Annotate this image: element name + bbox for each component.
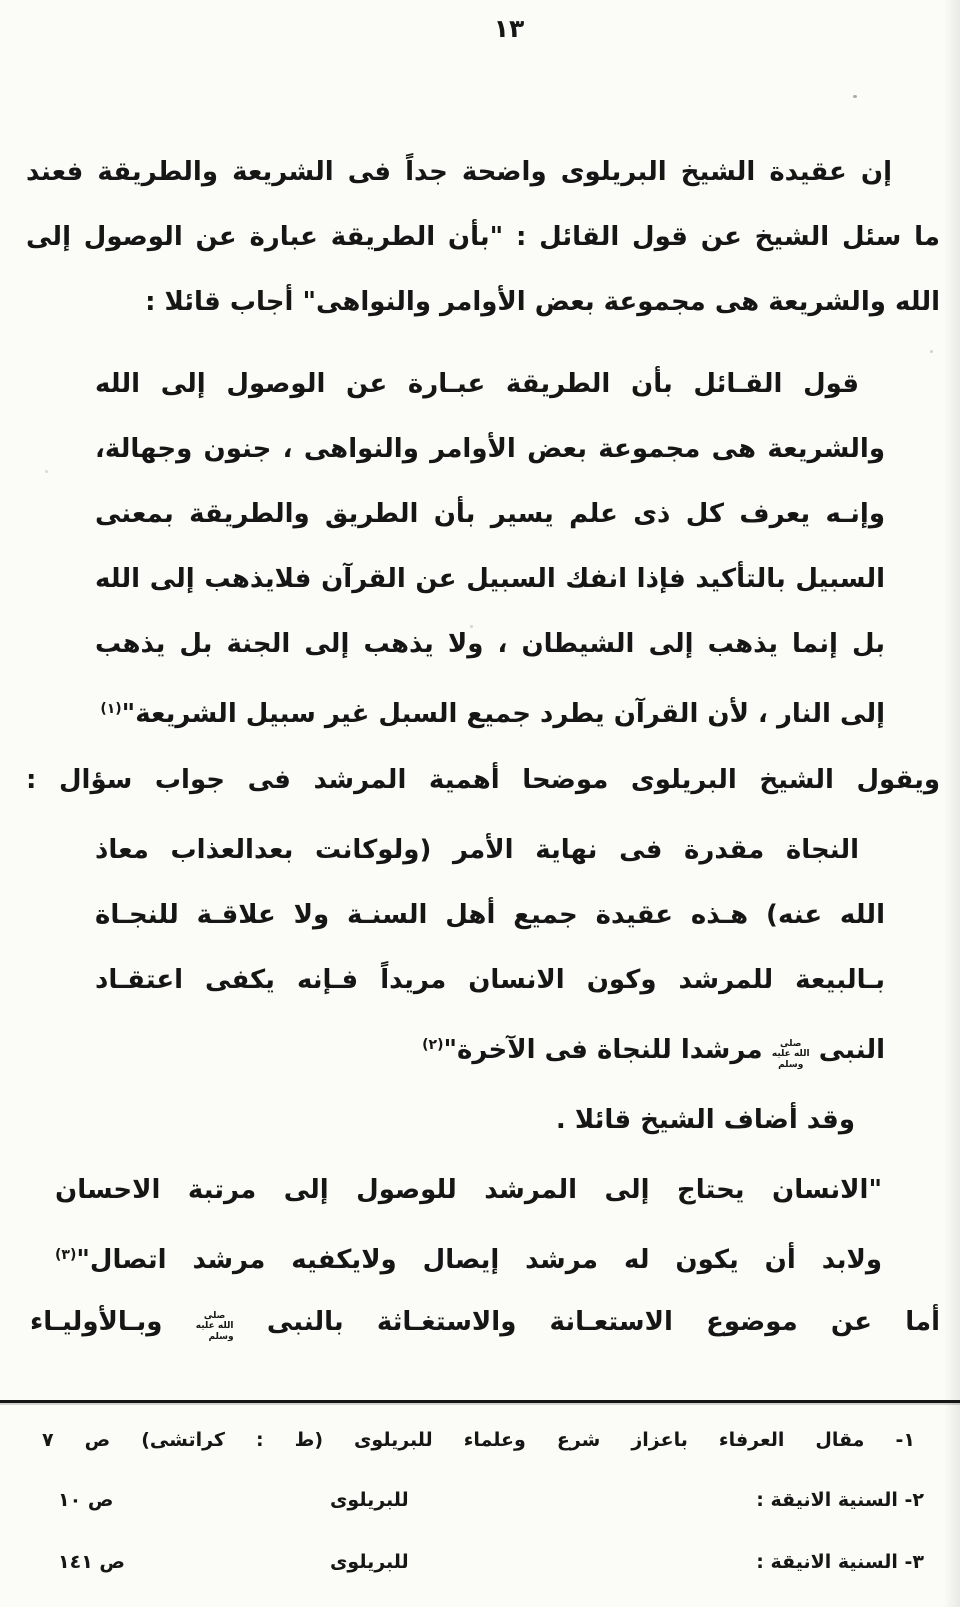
footnote-row	[42, 1422, 915, 1464]
scan-speck	[853, 95, 857, 98]
footnote-marker-1: (١)	[100, 701, 122, 717]
footnote-marker-3: (٣)	[55, 1247, 77, 1263]
text-line: والشريعة هى مجموعة بعض الأوامر والنواهى ، جنون وجهالة،	[95, 434, 885, 464]
paragraph-intro	[26, 140, 940, 335]
text-line: بـالبيعة للمرشد وكون الانسان مريداً فـإنه يكفى اعتقـاد	[95, 965, 885, 995]
text-line: ويقول الشيخ البريلوى موضحا أهمية المرشد فى جواب سؤال :	[26, 765, 940, 795]
footnote-title: مقال العرفاء باعزاز شرع وعلماء	[463, 1429, 865, 1451]
text-line: الله عنه) هـذه عقيدة جميع أهل السنـة ولا علاقـة للنجـاة	[95, 900, 885, 930]
scan-speck	[45, 470, 48, 473]
text-line	[95, 1013, 885, 1083]
text-line: الله والشريعة هى مجموعة بعض الأوامر والنواهى" أجاب قائلا :	[145, 287, 940, 317]
text-line	[95, 677, 885, 747]
text-line: بل إنما يذهب إلى الشيطان ، ولا يذهب إلى الجنة بل يذهب	[95, 629, 885, 659]
quote-block-najah	[95, 818, 885, 1083]
paragraph-murshid-intro	[26, 748, 940, 813]
quote-last-line-text: إلى النار ، لأن القرآن يطرد جميع السبل غير سبيل الشريعة"	[121, 699, 885, 729]
footnote-row	[20, 1482, 940, 1524]
paragraph-istighatha	[30, 1290, 940, 1355]
footnote-author: للبريلوى (ط : كراتشى)	[141, 1429, 433, 1451]
footnote-separator	[0, 1400, 960, 1403]
paragraph-text: وبـالأوليـاء	[30, 1307, 163, 1337]
footnote-label: ١-	[895, 1429, 915, 1451]
page-number: ١٣	[493, 14, 525, 43]
text-line: السبيل بالتأكيد فإذا انفك السبيل عن القرآن فلايذهب إلى الله	[95, 564, 885, 594]
text-line: "الانسان يحتاج إلى المرشد للوصول إلى مرتبة الاحسان	[55, 1175, 882, 1205]
quote-last-line-text: النبى	[818, 1035, 885, 1065]
footnote-title	[756, 1482, 924, 1518]
text-line: وقد أضاف الشيخ قائلا .	[555, 1105, 855, 1135]
paragraph-text: أما عن موضوع الاستعـانة والاستغـاثة بالنبى	[266, 1307, 940, 1337]
quote-last-line-text: مرشدا للنجاة فى الآخرة"	[443, 1035, 763, 1065]
footnote-page: ص ١٠	[58, 1489, 114, 1511]
footnote-title-text: السنية الانيقة :	[756, 1551, 898, 1573]
text-line	[30, 1290, 940, 1355]
footnote-row	[20, 1544, 940, 1586]
quote-last-line-text: ولابد أن يكون له مرشد إيصال ولايكفيه مرشد اتصال"	[76, 1245, 882, 1275]
honorific-mark: صلى الله عليه وسلم	[771, 1038, 810, 1070]
text-line: إن عقيدة الشيخ البريلوى واضحة جداً فى الشريعة والطريقة فعند	[26, 157, 892, 187]
honorific-mark: صلى الله عليه وسلم	[195, 1310, 234, 1342]
footnote-title-text: السنية الانيقة :	[756, 1489, 898, 1511]
scan-edge-shadow	[944, 0, 960, 1607]
footnote-label: ٣-	[904, 1551, 924, 1573]
scan-speck	[930, 350, 933, 353]
footnote-label: ٢-	[904, 1489, 924, 1511]
text-line: النجاة مقدرة فى نهاية الأمر (ولوكانت بعدالعذاب معاذ	[95, 835, 859, 865]
footnote-author: للبريلوى	[330, 1551, 409, 1573]
text-line: ما سئل الشيخ عن قول القائل : "بأن الطريقة عبارة عن الوصول إلى	[26, 222, 940, 252]
paragraph-sheikh-added	[26, 1088, 940, 1153]
text-line: قول القـائل بأن الطريقة عبـارة عن الوصول إلى الله	[95, 369, 859, 399]
quote-block-murshid-need	[55, 1158, 882, 1293]
footnote-title	[756, 1544, 924, 1580]
footnote-author: للبريلوى	[330, 1489, 409, 1511]
footnote-page: ص ٧	[42, 1429, 111, 1451]
footnote-page: ص ١٤١	[58, 1551, 125, 1573]
quote-block-tariqa-reply	[95, 352, 885, 747]
text-line	[55, 1223, 882, 1293]
footnote-marker-2: (٢)	[422, 1037, 444, 1053]
text-line: وإنـه يعرف كل ذى علم يسير بأن الطريق والطريقة بمعنى	[95, 499, 885, 529]
